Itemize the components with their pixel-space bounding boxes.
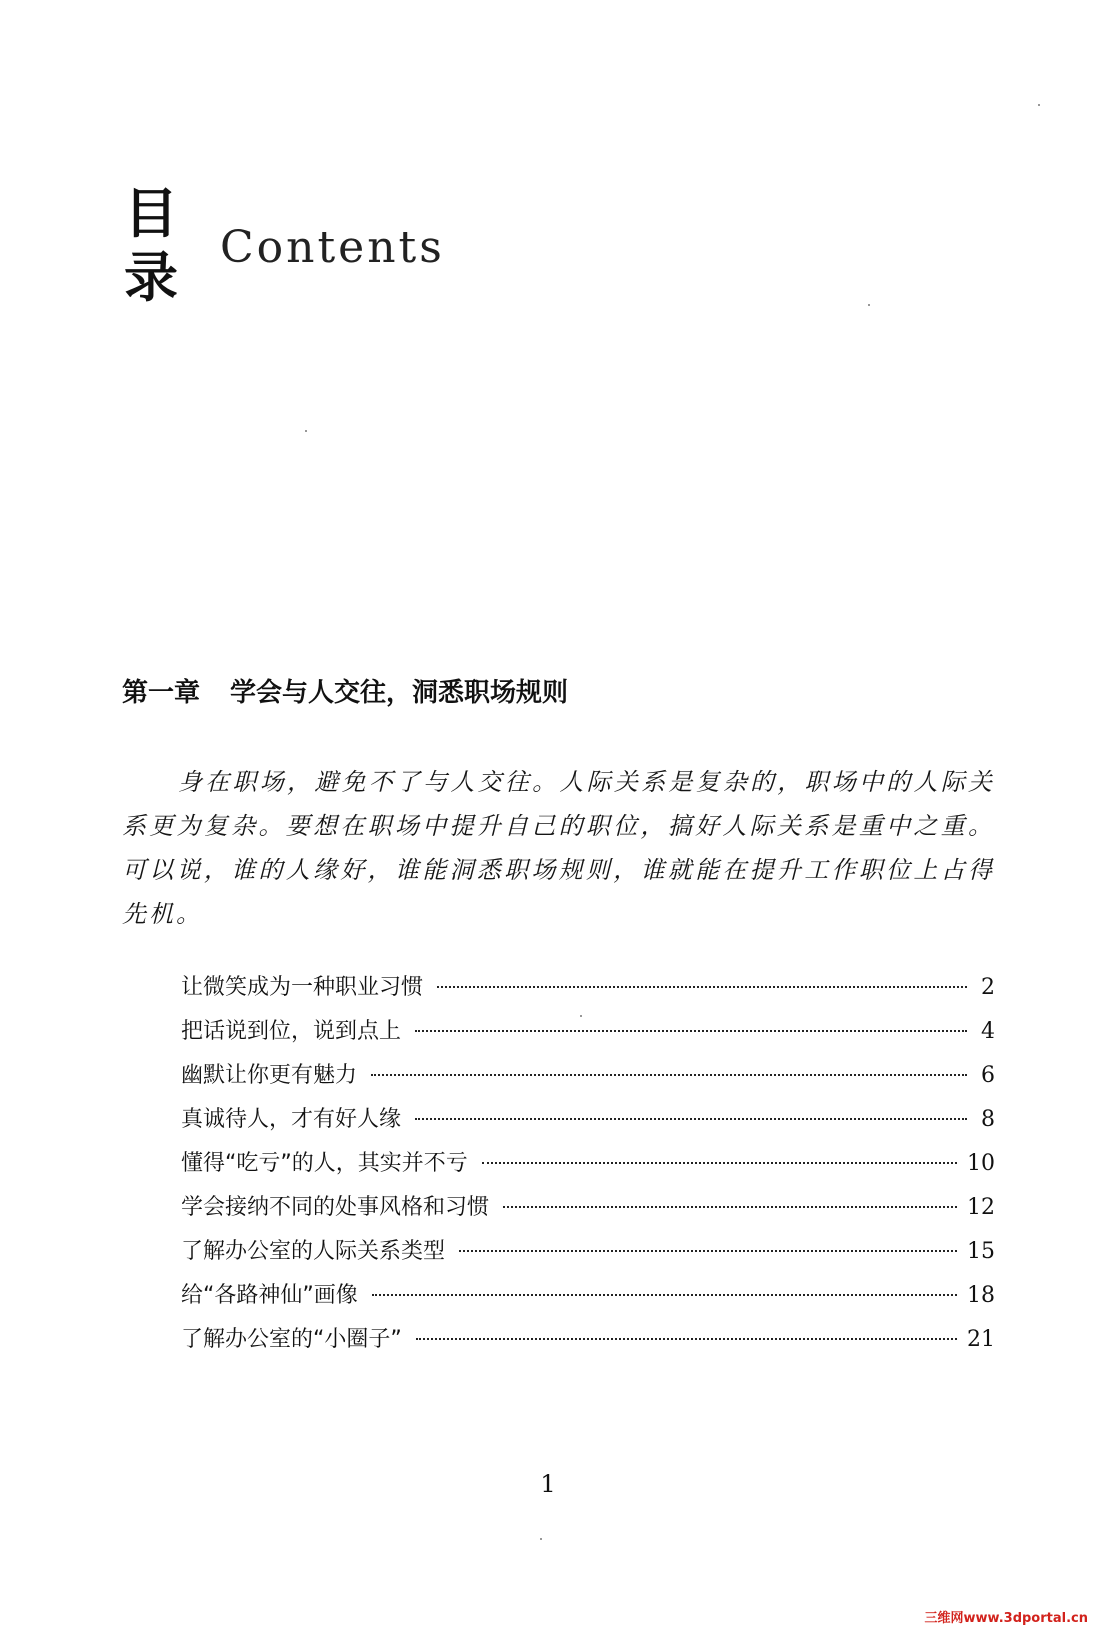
chapter-title: 学会与人交往，洞悉职场规则 xyxy=(230,678,569,708)
toc-entry-page: 18 xyxy=(967,1283,995,1308)
toc-entry[interactable] xyxy=(181,1014,995,1058)
scan-speck xyxy=(1038,104,1040,106)
toc-entry-title: 学会接纳不同的处事风格和习惯 xyxy=(181,1195,490,1220)
toc-entry-page: 15 xyxy=(967,1239,995,1264)
toc-entry-page: 2 xyxy=(981,975,995,1000)
title-char-lu: 录 xyxy=(124,246,178,309)
scan-speck xyxy=(580,1015,582,1017)
scan-speck xyxy=(305,430,307,432)
title-char-mu: 目 xyxy=(124,182,178,245)
toc-entry-page: 21 xyxy=(967,1327,995,1352)
toc-list xyxy=(181,970,995,1366)
toc-entry-title: 幽默让你更有魅力 xyxy=(181,1063,358,1088)
toc-entry[interactable] xyxy=(181,1322,995,1366)
toc-leader-dots xyxy=(416,1338,957,1340)
toc-leader-dots xyxy=(415,1118,967,1120)
toc-entry-title: 真诚待人，才有好人缘 xyxy=(181,1107,402,1132)
scan-speck xyxy=(540,1538,542,1540)
toc-entry[interactable] xyxy=(181,1278,995,1322)
contents-title-english: Contents xyxy=(220,222,445,273)
toc-leader-dots xyxy=(372,1294,957,1296)
toc-leader-dots xyxy=(371,1074,967,1076)
toc-entry[interactable] xyxy=(181,1102,995,1146)
toc-entry[interactable] xyxy=(181,1190,995,1234)
toc-leader-dots xyxy=(503,1206,957,1208)
toc-entry-page: 4 xyxy=(981,1019,995,1044)
toc-leader-dots xyxy=(437,986,967,988)
toc-entry-title: 把话说到位，说到点上 xyxy=(181,1019,402,1044)
toc-entry-page: 12 xyxy=(967,1195,995,1220)
toc-entry-title: 给“各路神仙”画像 xyxy=(181,1283,358,1308)
toc-entry[interactable] xyxy=(181,1234,995,1278)
toc-leader-dots xyxy=(482,1162,957,1164)
contents-title-chinese xyxy=(124,182,184,310)
toc-entry-page: 10 xyxy=(967,1151,995,1176)
watermark: 三维网www.3dportal.cn xyxy=(924,1611,1088,1626)
toc-entry-title: 了解办公室的“小圈子” xyxy=(181,1327,402,1352)
chapter-number: 第一章 xyxy=(122,678,201,708)
toc-entry-title: 懂得“吃亏”的人，其实并不亏 xyxy=(181,1151,468,1176)
toc-entry[interactable] xyxy=(181,1146,995,1190)
toc-entry[interactable] xyxy=(181,970,995,1014)
toc-entry-title: 让微笑成为一种职业习惯 xyxy=(181,975,424,1000)
page-number: 1 xyxy=(540,1470,556,1498)
toc-leader-dots xyxy=(415,1030,967,1032)
chapter-heading xyxy=(122,676,568,710)
toc-entry-title: 了解办公室的人际关系类型 xyxy=(181,1239,446,1264)
toc-entry-page: 6 xyxy=(981,1063,995,1088)
chapter-intro: 身在职场，避免不了与人交往。人际关系是复杂的，职场中的人际关系更为复杂。要想在职场中提升自己的职位，搞好人际关系是重中之重。可以说，谁的人缘好，谁能洞悉职场规则，谁就能在提升工作职位上占得先机。 xyxy=(122,768,995,928)
toc-entry[interactable] xyxy=(181,1058,995,1102)
toc-entry-page: 8 xyxy=(981,1107,995,1132)
toc-leader-dots xyxy=(459,1250,957,1252)
scan-speck xyxy=(868,304,870,306)
